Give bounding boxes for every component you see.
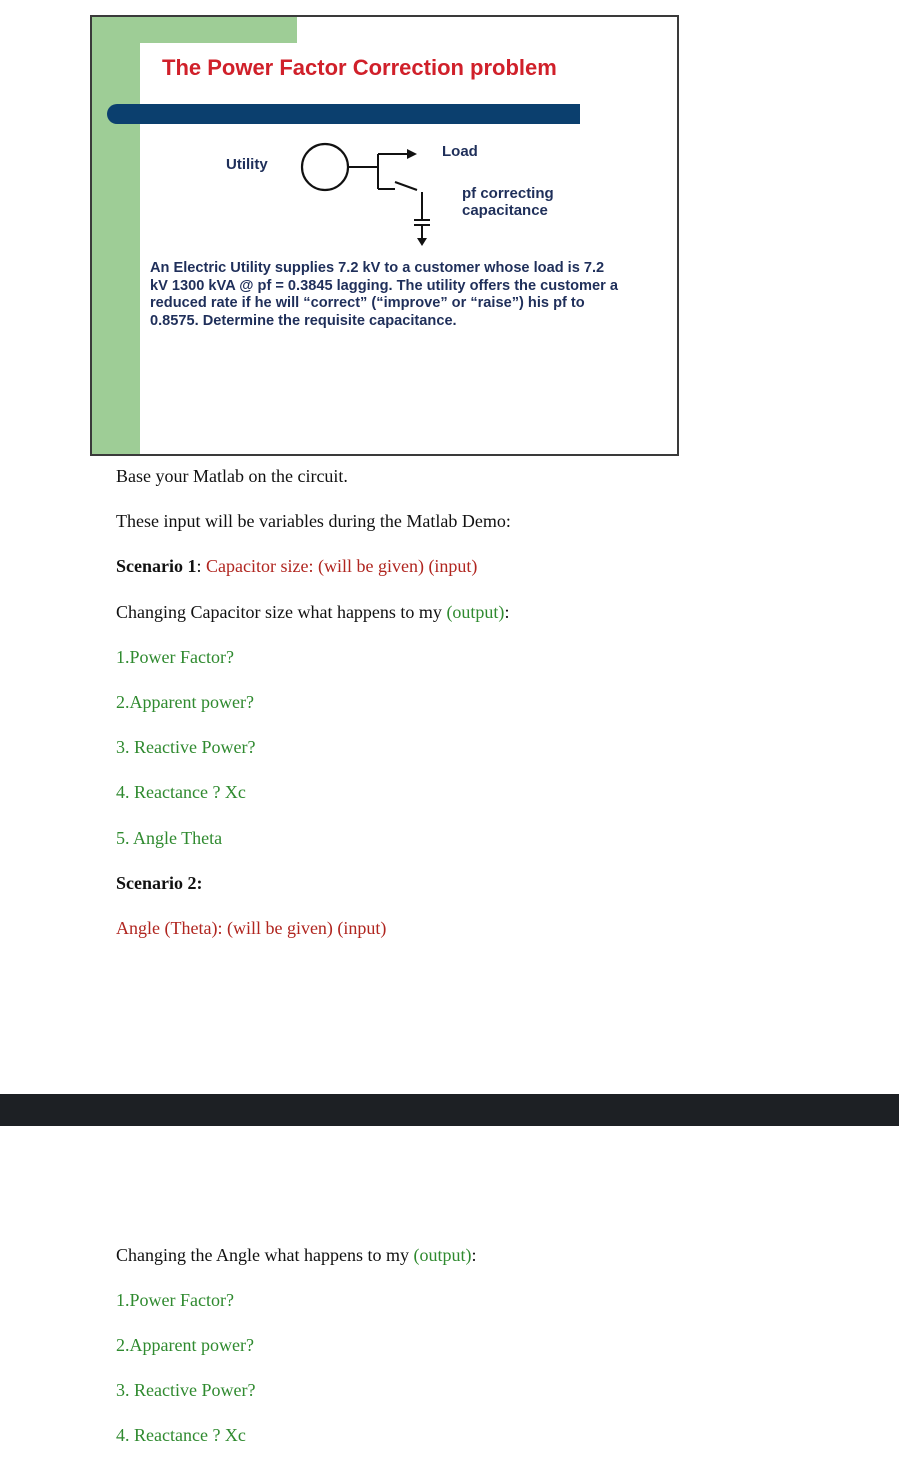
angle-input-text: Angle (Theta): (will be given) (input) [116, 918, 387, 938]
scenario1-colon: : [196, 556, 207, 576]
changing-capacitor-line [116, 602, 509, 623]
slide-image [90, 15, 679, 456]
load-label: Load [442, 143, 478, 160]
base-matlab-text: Base your Matlab on the circuit. [116, 466, 348, 486]
list1-item: 4. Reactance ? Xc [116, 782, 246, 802]
list2-item: 1.Power Factor? [116, 1290, 234, 1310]
changing-angle-suffix: : [471, 1245, 477, 1265]
scenario2-label: Scenario 2: [116, 873, 203, 893]
slide-green-top [92, 17, 297, 43]
load-arrow-icon [407, 149, 417, 159]
capacitance-label-line2: capacitance [462, 202, 548, 219]
changing-angle-line [116, 1245, 476, 1266]
capacitance-label [462, 185, 554, 219]
slide-green-side [92, 17, 140, 454]
slide-title: The Power Factor Correction problem [162, 55, 557, 80]
list1-item: 1.Power Factor? [116, 647, 234, 667]
scenario1-input: Capacitor size: (will be given) (input) [206, 556, 478, 576]
slide-title-bar [107, 104, 580, 124]
changing-capacitor-prefix: Changing Capacitor size what happens to my [116, 602, 447, 622]
list1-item: 3. Reactive Power? [116, 737, 256, 757]
changing-capacitor-output: (output) [446, 602, 505, 622]
scenario1-label: Scenario 1 [116, 556, 197, 576]
capacitance-label-line1: pf correcting [462, 185, 554, 202]
problem-description: An Electric Utility supplies 7.2 kV to a customer whose load is 7.2 kV 1300 kVA @ pf = 0.3845 lagging. The utility offers the customer a reduced rate if he will “correct” (“improve” or “raise”) his pf to 0.8575. Determine the requisite capacitance. [150, 260, 618, 329]
page-divider-band [0, 1094, 899, 1126]
list2-item: 3. Reactive Power? [116, 1380, 256, 1400]
list2-item: 4. Reactance ? Xc [116, 1425, 246, 1445]
ground-arrow-icon [417, 238, 427, 246]
source-circle-icon [302, 144, 348, 190]
circuit-diagram [292, 132, 442, 247]
list1-item: 2.Apparent power? [116, 692, 254, 712]
changing-angle-prefix: Changing the Angle what happens to my [116, 1245, 414, 1265]
utility-label: Utility [226, 156, 268, 173]
changing-angle-output: (output) [413, 1245, 472, 1265]
list1-item: 5. Angle Theta [116, 828, 223, 848]
input-variables-text: These input will be variables during the Matlab Demo: [116, 511, 511, 531]
list2-item: 2.Apparent power? [116, 1335, 254, 1355]
changing-capacitor-suffix: : [504, 602, 510, 622]
scenario1-line [116, 556, 477, 577]
